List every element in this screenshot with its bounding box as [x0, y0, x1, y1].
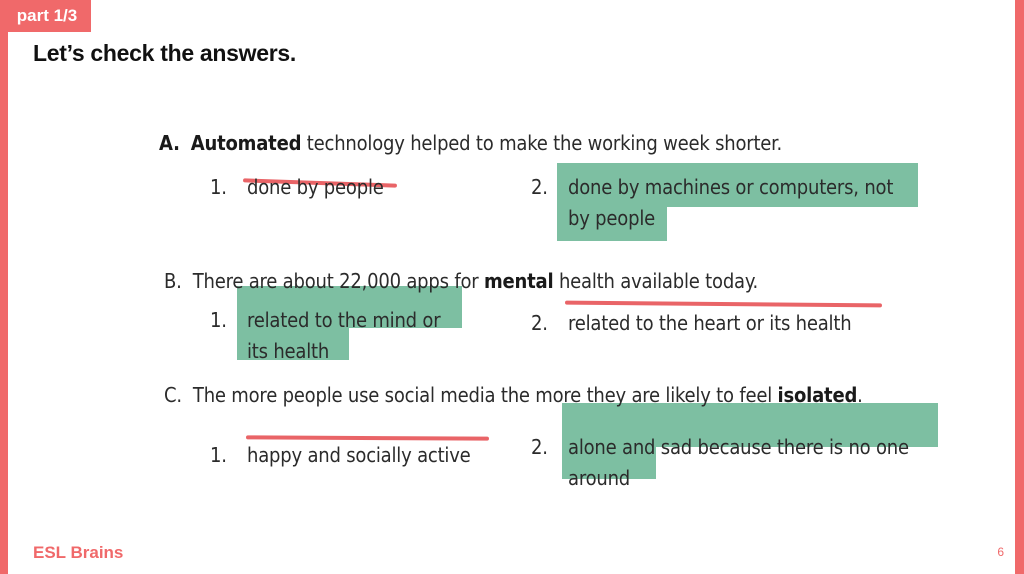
question-b-label: B. [164, 269, 182, 293]
question-b-text-after: health available today. [553, 269, 758, 293]
option-a2-num: 2. [531, 175, 548, 199]
option-b2-text: related to the heart or its health [568, 311, 852, 335]
option-c1-num: 1. [210, 443, 227, 467]
question-a-label: A. [159, 131, 180, 155]
option-c2-num: 2. [531, 435, 548, 459]
question-b [164, 269, 758, 293]
page-number: 6 [997, 545, 1004, 559]
option-b1-text-line2: its health [247, 339, 330, 363]
option-c2-text-line2: around [568, 466, 631, 490]
part-tag: part 1/3 [3, 0, 91, 32]
brand-logo: ESL Brains [33, 543, 124, 562]
question-c-text-after: . [857, 383, 863, 407]
slide-title: Let’s check the answers. [33, 40, 296, 66]
option-b1-num: 1. [210, 308, 227, 332]
question-c-label: C. [164, 383, 182, 407]
question-b-keyword: mental [483, 269, 554, 293]
option-a2-text-line2: by people [568, 206, 655, 230]
left-border [0, 0, 8, 574]
option-b2-num: 2. [531, 311, 548, 335]
question-c [164, 383, 863, 407]
option-c1-text: happy and socially active [247, 443, 471, 467]
right-border [1015, 0, 1024, 574]
question-c-text-before: The more people use social media the more they are likely to feel [192, 383, 778, 407]
question-a-text: technology helped to make the working week shorter. [301, 131, 783, 155]
option-a1-text: done by people [247, 175, 384, 199]
strike-mark-c1 [246, 435, 489, 440]
option-a1-num: 1. [210, 175, 227, 199]
option-b1-text-line1: related to the mind or [247, 308, 441, 332]
option-c2-text-line1: alone and sad because there is no one [568, 435, 909, 459]
question-a [159, 131, 782, 155]
question-b-text-before: There are about 22,000 apps for [192, 269, 484, 293]
strike-mark-b2 [565, 301, 882, 308]
option-a2-text-line1: done by machines or computers, not [568, 175, 894, 199]
question-c-keyword: isolated [777, 383, 858, 407]
question-a-keyword: Automated [190, 131, 302, 155]
